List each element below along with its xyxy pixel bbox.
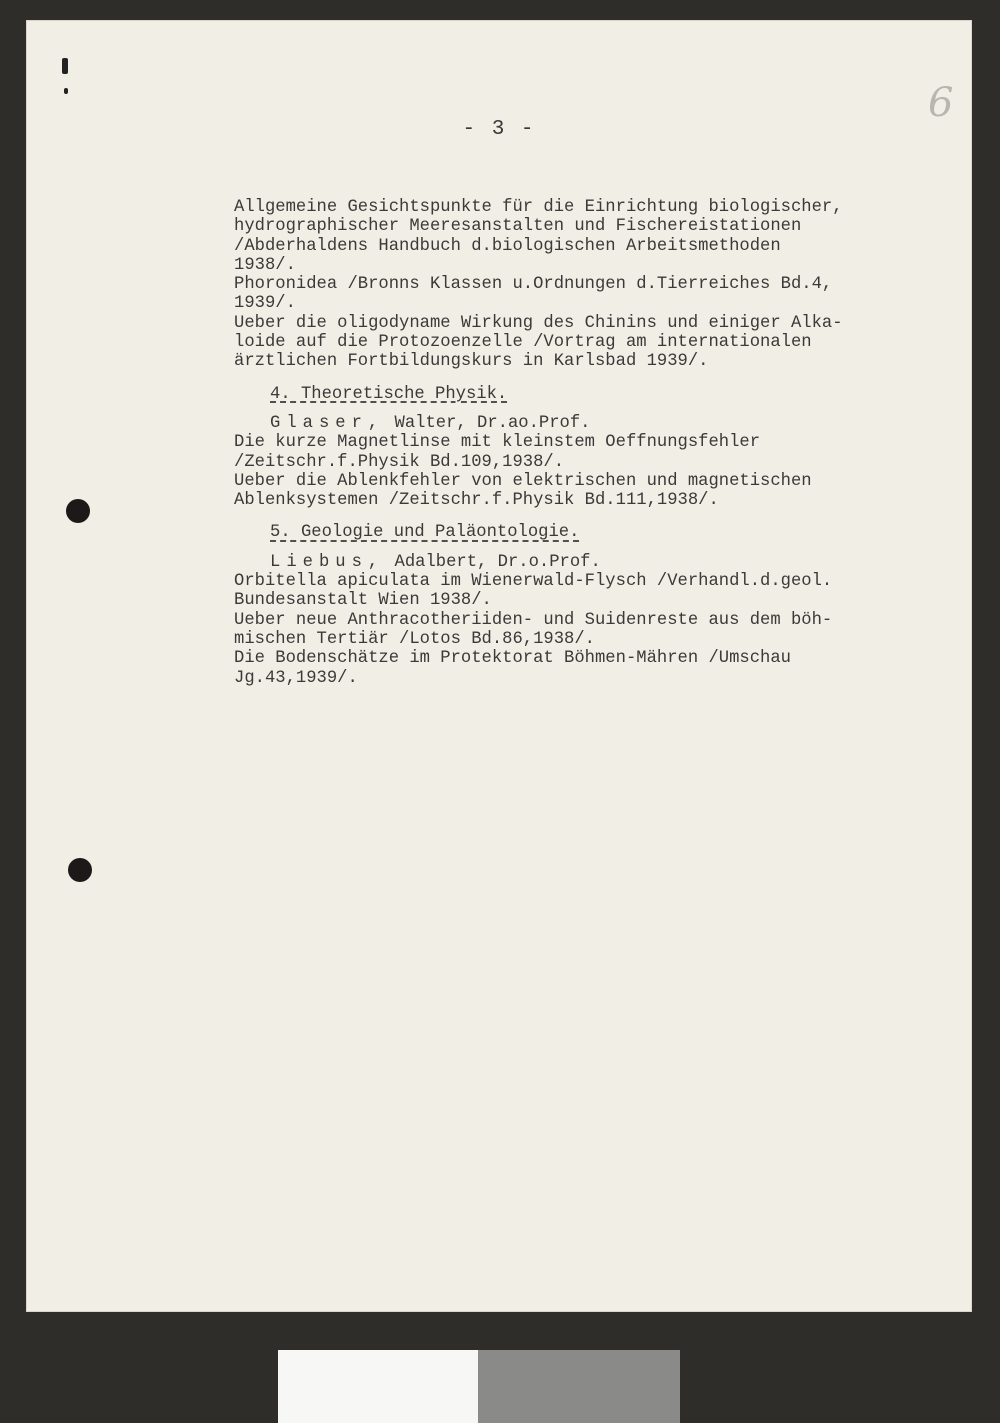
entry-line: mischen Tertiär /Lotos Bd.86,1938/. [234,629,595,649]
author-line [270,414,954,433]
bibliography-entry [234,198,954,275]
bibliography-entry [234,611,954,650]
author-name: Liebus, [270,552,385,572]
entry-line: Ueber neue Anthracotheriiden- und Suidenreste aus dem böh- [234,610,833,630]
ink-speck [64,88,68,94]
punch-hole-upper [66,499,90,523]
bibliography-entry [234,472,954,511]
calibration-strip [278,1350,680,1423]
entry-line: Orbitella apiculata im Wienerwald-Flysch /Verhandl.d.geol. [234,572,833,592]
entry-line: Jg.43,1939/. [234,668,358,688]
entry-line: Bundesanstalt Wien 1938/. [234,591,492,611]
ink-speck [62,58,68,74]
entry-line: Phoronidea /Bronns Klassen u.Ordnungen d.Tierreiches Bd.4, [234,275,833,295]
entry-line: 1939/. [234,294,296,314]
entry-line: Ablenksystemen /Zeitschr.f.Physik Bd.111,1938/. [234,491,719,511]
entry-line: Allgemeine Gesichtspunkte für die Einrichtung biologischer, [234,198,843,217]
author-line [270,553,954,572]
bibliography-entry [234,572,954,611]
page-corner-mark: 6 [928,80,954,126]
bibliography-entry [234,433,954,472]
entry-line: ärztlichen Fortbildungskurs in Karlsbad 1939/. [234,352,709,372]
entry-line: 1938/. [234,255,296,275]
punch-hole-lower [68,858,92,882]
bibliography-entry [234,275,954,314]
entry-line: Ueber die Ablenkfehler von elektrischen und magnetischen [234,471,812,491]
entry-line: hydrographischer Meeresanstalten und Fischereistationen [234,217,802,237]
bibliography-text [234,198,954,688]
calibration-white-patch [278,1350,478,1423]
entry-line: loide auf die Protozoenzelle /Vortrag am internationalen [234,333,812,353]
entry-line: Die kurze Magnetlinse mit kleinstem Oeffnungsfehler [234,433,761,453]
bibliography-entry [234,314,954,372]
entry-line: Ueber die oligodyname Wirkung des Chinins und einiger Alka- [234,313,843,333]
author-details: Adalbert, Dr.o.Prof. [384,552,601,572]
author-details: Walter, Dr.ao.Prof. [384,413,591,433]
bibliography-entry [234,649,954,688]
section-heading-theoretical-physics: 4. Theoretische Physik. [270,384,508,404]
page-number: - 3 - [462,118,536,141]
entry-line: /Abderhaldens Handbuch d.biologischen Arbeitsmethoden [234,236,781,256]
calibration-gray-patch [478,1350,680,1423]
entry-line: /Zeitschr.f.Physik Bd.109,1938/. [234,452,565,472]
document-page [26,20,972,1312]
author-name: Glaser, [270,413,385,433]
section-heading-geology: 5. Geologie und Paläontologie. [270,523,580,543]
entry-line: Die Bodenschätze im Protektorat Böhmen-Mähren /Umschau [234,649,791,669]
